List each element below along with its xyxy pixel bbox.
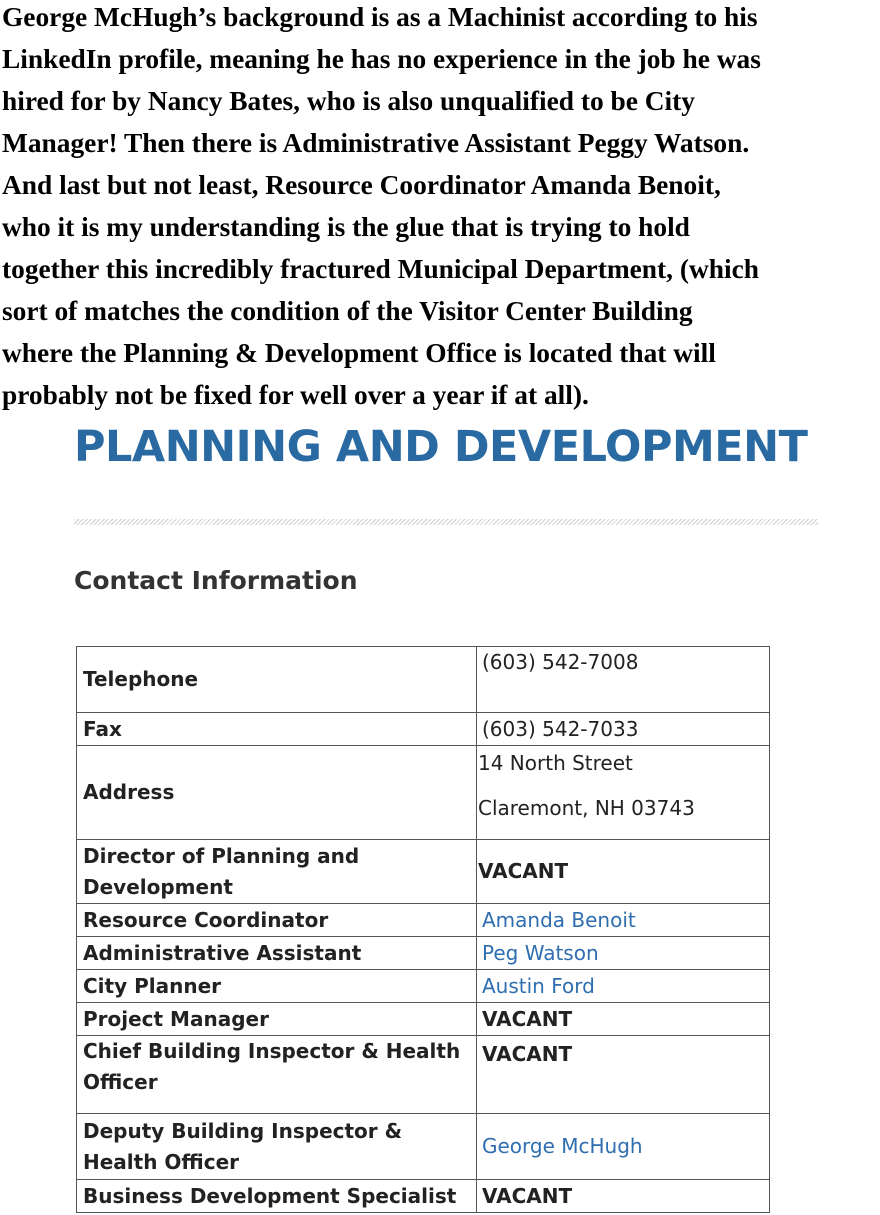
- paragraph-line: together this incredibly fractured Municipal Department, (which: [2, 254, 759, 284]
- admin-assistant-cell: [477, 937, 770, 970]
- address-value: [477, 746, 770, 840]
- commentary-paragraph: [2, 0, 880, 416]
- amanda-benoit-link[interactable]: Amanda Benoit: [482, 907, 636, 932]
- table-row-deputy-inspector: [77, 1114, 770, 1180]
- telephone-value: (603) 542-7008: [477, 647, 770, 713]
- paragraph-line: hired for by Nancy Bates, who is also unqualified to be City: [2, 86, 695, 116]
- paragraph-line: probably not be fixed for well over a year if at all).: [2, 380, 589, 410]
- table-row-telephone: [77, 647, 770, 713]
- address-line-1: 14 North Street: [478, 751, 633, 775]
- fax-label: Fax: [77, 713, 477, 746]
- table-row-admin-assistant: [77, 937, 770, 970]
- city-planner-label: City Planner: [77, 970, 477, 1003]
- deputy-inspector-label-line-1: Deputy Building Inspector &: [83, 1118, 403, 1143]
- paragraph-line: where the Planning & Development Office is located that will: [2, 338, 716, 368]
- director-value: VACANT: [477, 840, 770, 904]
- telephone-label: Telephone: [77, 647, 477, 713]
- george-mchugh-link[interactable]: George McHugh: [482, 1134, 643, 1158]
- table-row-city-planner: [77, 970, 770, 1003]
- chief-inspector-label-line-1: Chief Building Inspector & Health: [83, 1039, 461, 1063]
- project-manager-value: VACANT: [477, 1003, 770, 1036]
- chief-inspector-label-line-2: Officer: [83, 1070, 158, 1094]
- resource-coordinator-cell: [477, 904, 770, 937]
- address-line-2: Claremont, NH 03743: [478, 796, 695, 820]
- resource-coordinator-label: Resource Coordinator: [77, 904, 477, 937]
- hatched-divider: [74, 519, 818, 525]
- table-row-director: [77, 840, 770, 904]
- project-manager-label: Project Manager: [77, 1003, 477, 1036]
- city-planner-cell: [477, 970, 770, 1003]
- paragraph-line: George McHugh’s background is as a Machinist according to his: [2, 2, 758, 32]
- address-label: Address: [77, 746, 477, 840]
- page-title: PLANNING AND DEVELOPMENT: [74, 422, 808, 472]
- peg-watson-link[interactable]: Peg Watson: [482, 940, 599, 965]
- table-row-resource-coordinator: [77, 904, 770, 937]
- deputy-inspector-label: [77, 1114, 477, 1180]
- paragraph-line: LinkedIn profile, meaning he has no experience in the job he was: [2, 44, 761, 74]
- contact-table: [76, 646, 770, 1213]
- table-row-project-manager: [77, 1003, 770, 1036]
- director-label: [77, 840, 477, 904]
- table-row-chief-inspector: [77, 1036, 770, 1114]
- business-development-value: VACANT: [477, 1180, 770, 1213]
- deputy-inspector-label-line-2: Health Officer: [83, 1149, 240, 1174]
- business-development-label: Business Development Specialist: [77, 1180, 477, 1213]
- paragraph-line: And last but not least, Resource Coordinator Amanda Benoit,: [2, 170, 721, 200]
- austin-ford-link[interactable]: Austin Ford: [482, 973, 595, 998]
- table-row-fax: [77, 713, 770, 746]
- paragraph-line: Manager! Then there is Administrative Assistant Peggy Watson.: [2, 128, 750, 158]
- director-label-line-2: Development: [83, 874, 233, 899]
- deputy-inspector-cell: [477, 1114, 770, 1180]
- chief-inspector-label: [77, 1036, 477, 1114]
- table-row-address: [77, 746, 770, 840]
- fax-value: (603) 542-7033: [477, 713, 770, 746]
- paragraph-line: who it is my understanding is the glue that is trying to hold: [2, 212, 690, 242]
- chief-inspector-value: VACANT: [477, 1036, 770, 1114]
- admin-assistant-label: Administrative Assistant: [77, 937, 477, 970]
- contact-info-heading: Contact Information: [74, 566, 358, 595]
- paragraph-line: sort of matches the condition of the Visitor Center Building: [2, 296, 693, 326]
- table-row-business-development: [77, 1180, 770, 1213]
- director-label-line-1: Director of Planning and: [83, 843, 360, 868]
